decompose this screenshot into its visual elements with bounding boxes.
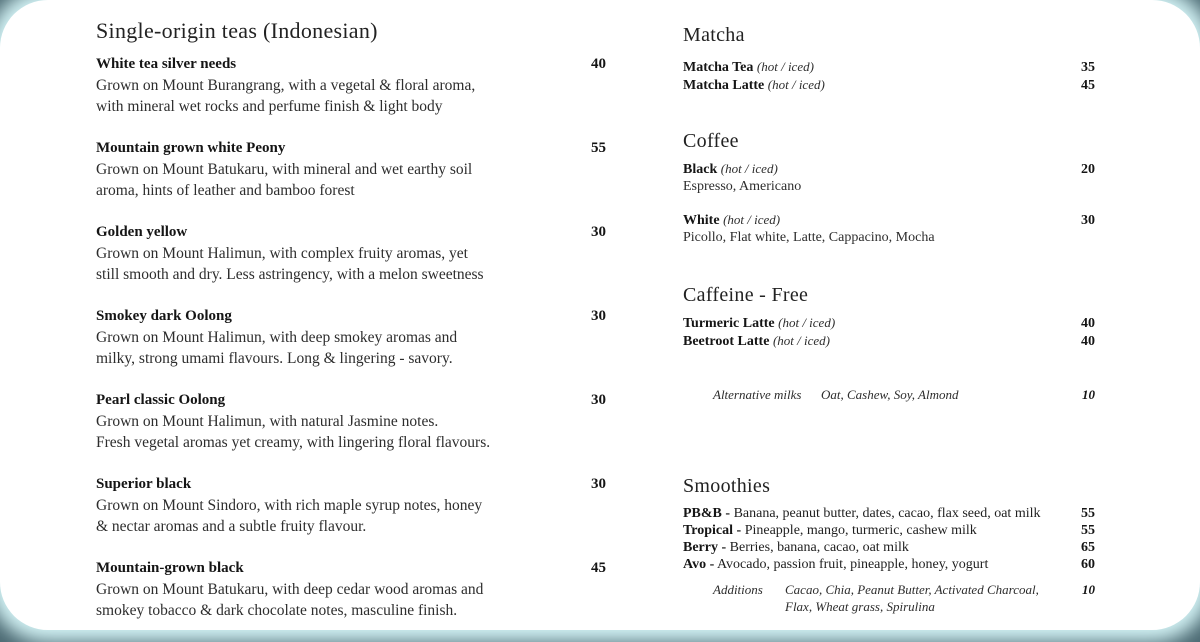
section-caffeine-free: [683, 282, 1095, 403]
tea-desc-line: & nectar aromas and a subtle fruity flavour.: [96, 518, 367, 535]
tea-desc-line: Grown on Mount Halimun, with natural Jasmine notes.: [96, 413, 439, 430]
tea-desc-line: Grown on Mount Batukaru, with deep cedar wood aromas and: [96, 581, 484, 598]
drink-row-matcha-latte: [683, 76, 1095, 94]
drink-name: Black: [683, 162, 718, 177]
smoothie-row-avo: [683, 556, 1095, 573]
tea-desc-line: Grown on Mount Halimun, with complex fruity aromas, yet: [96, 245, 468, 262]
drink-price: 40: [1081, 334, 1095, 349]
tea-price: 30: [591, 392, 606, 408]
tea-name: Golden yellow: [96, 224, 188, 240]
alternative-milks-note: [683, 386, 1095, 403]
smoothie-ingredients: Avocado, passion fruit, pineapple, honey, yogurt: [716, 557, 989, 572]
smoothie-row-tropical: [683, 522, 1095, 539]
coffee-item-white: [683, 211, 1095, 246]
tea-item-mountain-black: [96, 558, 606, 621]
drink-name: Matcha Latte: [683, 78, 765, 93]
smoothies-heading: Smoothies: [683, 475, 771, 497]
drink-variant: (hot / iced): [778, 315, 836, 330]
tea-desc-line: Grown on Mount Burangrang, with a vegetal & floral aroma,: [96, 77, 476, 94]
note-text: Oat, Cashew, Soy, Almond: [821, 387, 959, 402]
smoothie-price: 55: [1081, 523, 1095, 538]
drink-name: White: [683, 213, 720, 228]
smoothie-name: Tropical -: [683, 523, 742, 538]
tea-desc-line: smokey tobacco & dark chocolate notes, masculine finish.: [96, 602, 458, 619]
note-label: Additions: [713, 582, 763, 597]
tea-name: Mountain grown white Peony: [96, 140, 286, 156]
tea-name: Mountain-grown black: [96, 560, 244, 576]
drink-price: 45: [1081, 78, 1095, 93]
drink-variant: (hot / iced): [767, 77, 825, 92]
tea-item-pearl-oolong: [96, 390, 606, 453]
tea-price: 55: [591, 140, 606, 156]
drink-row-beetroot-latte: [683, 332, 1095, 350]
note-text-line: Flax, Wheat grass, Spirulina: [785, 599, 935, 614]
matcha-heading: Matcha: [683, 24, 745, 46]
tea-item-superior-black: [96, 474, 606, 537]
drink-variant: (hot / iced): [772, 333, 830, 348]
tea-desc-line: still smooth and dry. Less astringency, with a melon sweetness: [96, 266, 484, 283]
note-label: Alternative milks: [713, 387, 802, 402]
tea-item-golden-yellow: [96, 222, 606, 285]
drink-desc: Espresso, Americano: [683, 179, 802, 194]
tea-desc-line: Fresh vegetal aromas yet creamy, with lingering floral flavours.: [96, 434, 491, 451]
tea-price: 45: [591, 560, 606, 576]
tea-price: 30: [591, 476, 606, 492]
caffeine-free-heading: Caffeine - Free: [683, 284, 809, 306]
tea-price: 40: [591, 56, 606, 72]
note-text-line: Cacao, Chia, Peanut Butter, Activated Charcoal,: [785, 582, 1039, 597]
tea-item-white-silver-needs: [96, 54, 606, 117]
additions-note: [683, 581, 1095, 615]
drink-name: Matcha Tea: [683, 60, 754, 75]
drink-name: Turmeric Latte: [683, 316, 775, 331]
coffee-item-black: [683, 160, 1095, 195]
smoothie-name: Berry -: [683, 540, 727, 555]
tea-name: Smokey dark Oolong: [96, 308, 232, 324]
coffee-heading: Coffee: [683, 130, 739, 152]
tea-name: Superior black: [96, 476, 192, 492]
note-price: 10: [1082, 387, 1095, 402]
drink-variant: (hot / iced): [720, 161, 778, 176]
tea-desc-line: aroma, hints of leather and bamboo forest: [96, 182, 355, 199]
smoothie-row-pbb: [683, 505, 1095, 522]
drink-row-turmeric-latte: [683, 314, 1095, 332]
tea-name: White tea silver needs: [96, 56, 237, 72]
section-matcha: [683, 22, 1095, 94]
drink-name: Beetroot Latte: [683, 334, 770, 349]
tea-desc-line: Grown on Mount Sindoro, with rich maple syrup notes, honey: [96, 497, 483, 514]
drink-variant: (hot / iced): [723, 212, 781, 227]
smoothie-name: PB&B -: [683, 506, 731, 521]
teas-title: Single-origin teas (Indonesian): [96, 18, 378, 43]
smoothie-name: Avo -: [683, 557, 715, 572]
tea-desc-line: Grown on Mount Batukaru, with mineral and wet earthy soil: [96, 161, 473, 178]
smoothie-price: 65: [1081, 540, 1095, 555]
tea-desc-line: Grown on Mount Halimun, with deep smokey aromas and: [96, 329, 458, 346]
tea-price: 30: [591, 224, 606, 240]
drink-price: 30: [1081, 213, 1095, 228]
tea-item-white-peony: [96, 138, 606, 201]
smoothie-ingredients: Banana, peanut butter, dates, cacao, flax seed, oat milk: [733, 506, 1041, 521]
tea-name: Pearl classic Oolong: [96, 392, 226, 408]
smoothie-ingredients: Berries, banana, cacao, oat milk: [729, 540, 909, 555]
drink-price: 35: [1081, 60, 1095, 75]
teas-column: [96, 16, 606, 642]
drink-price: 40: [1081, 316, 1095, 331]
drink-row-matcha-tea: [683, 58, 1095, 76]
smoothie-ingredients: Pineapple, mango, turmeric, cashew milk: [744, 523, 977, 538]
tea-desc-line: with mineral wet rocks and perfume finish & light body: [96, 98, 443, 115]
tea-item-smokey-oolong: [96, 306, 606, 369]
smoothie-price: 60: [1081, 557, 1095, 572]
section-coffee: [683, 128, 1095, 246]
smoothie-row-berry: [683, 539, 1095, 556]
drink-desc: Picollo, Flat white, Latte, Cappacino, Mocha: [683, 230, 935, 245]
tea-desc-line: milky, strong umami flavours. Long & lingering - savory.: [96, 350, 453, 367]
tea-price: 30: [591, 308, 606, 324]
section-smoothies: [683, 473, 1095, 615]
note-price: 10: [1082, 582, 1095, 597]
drink-price: 20: [1081, 162, 1095, 177]
drinks-column: [683, 22, 1095, 615]
drink-variant: (hot / iced): [756, 59, 814, 74]
smoothie-price: 55: [1081, 506, 1095, 521]
